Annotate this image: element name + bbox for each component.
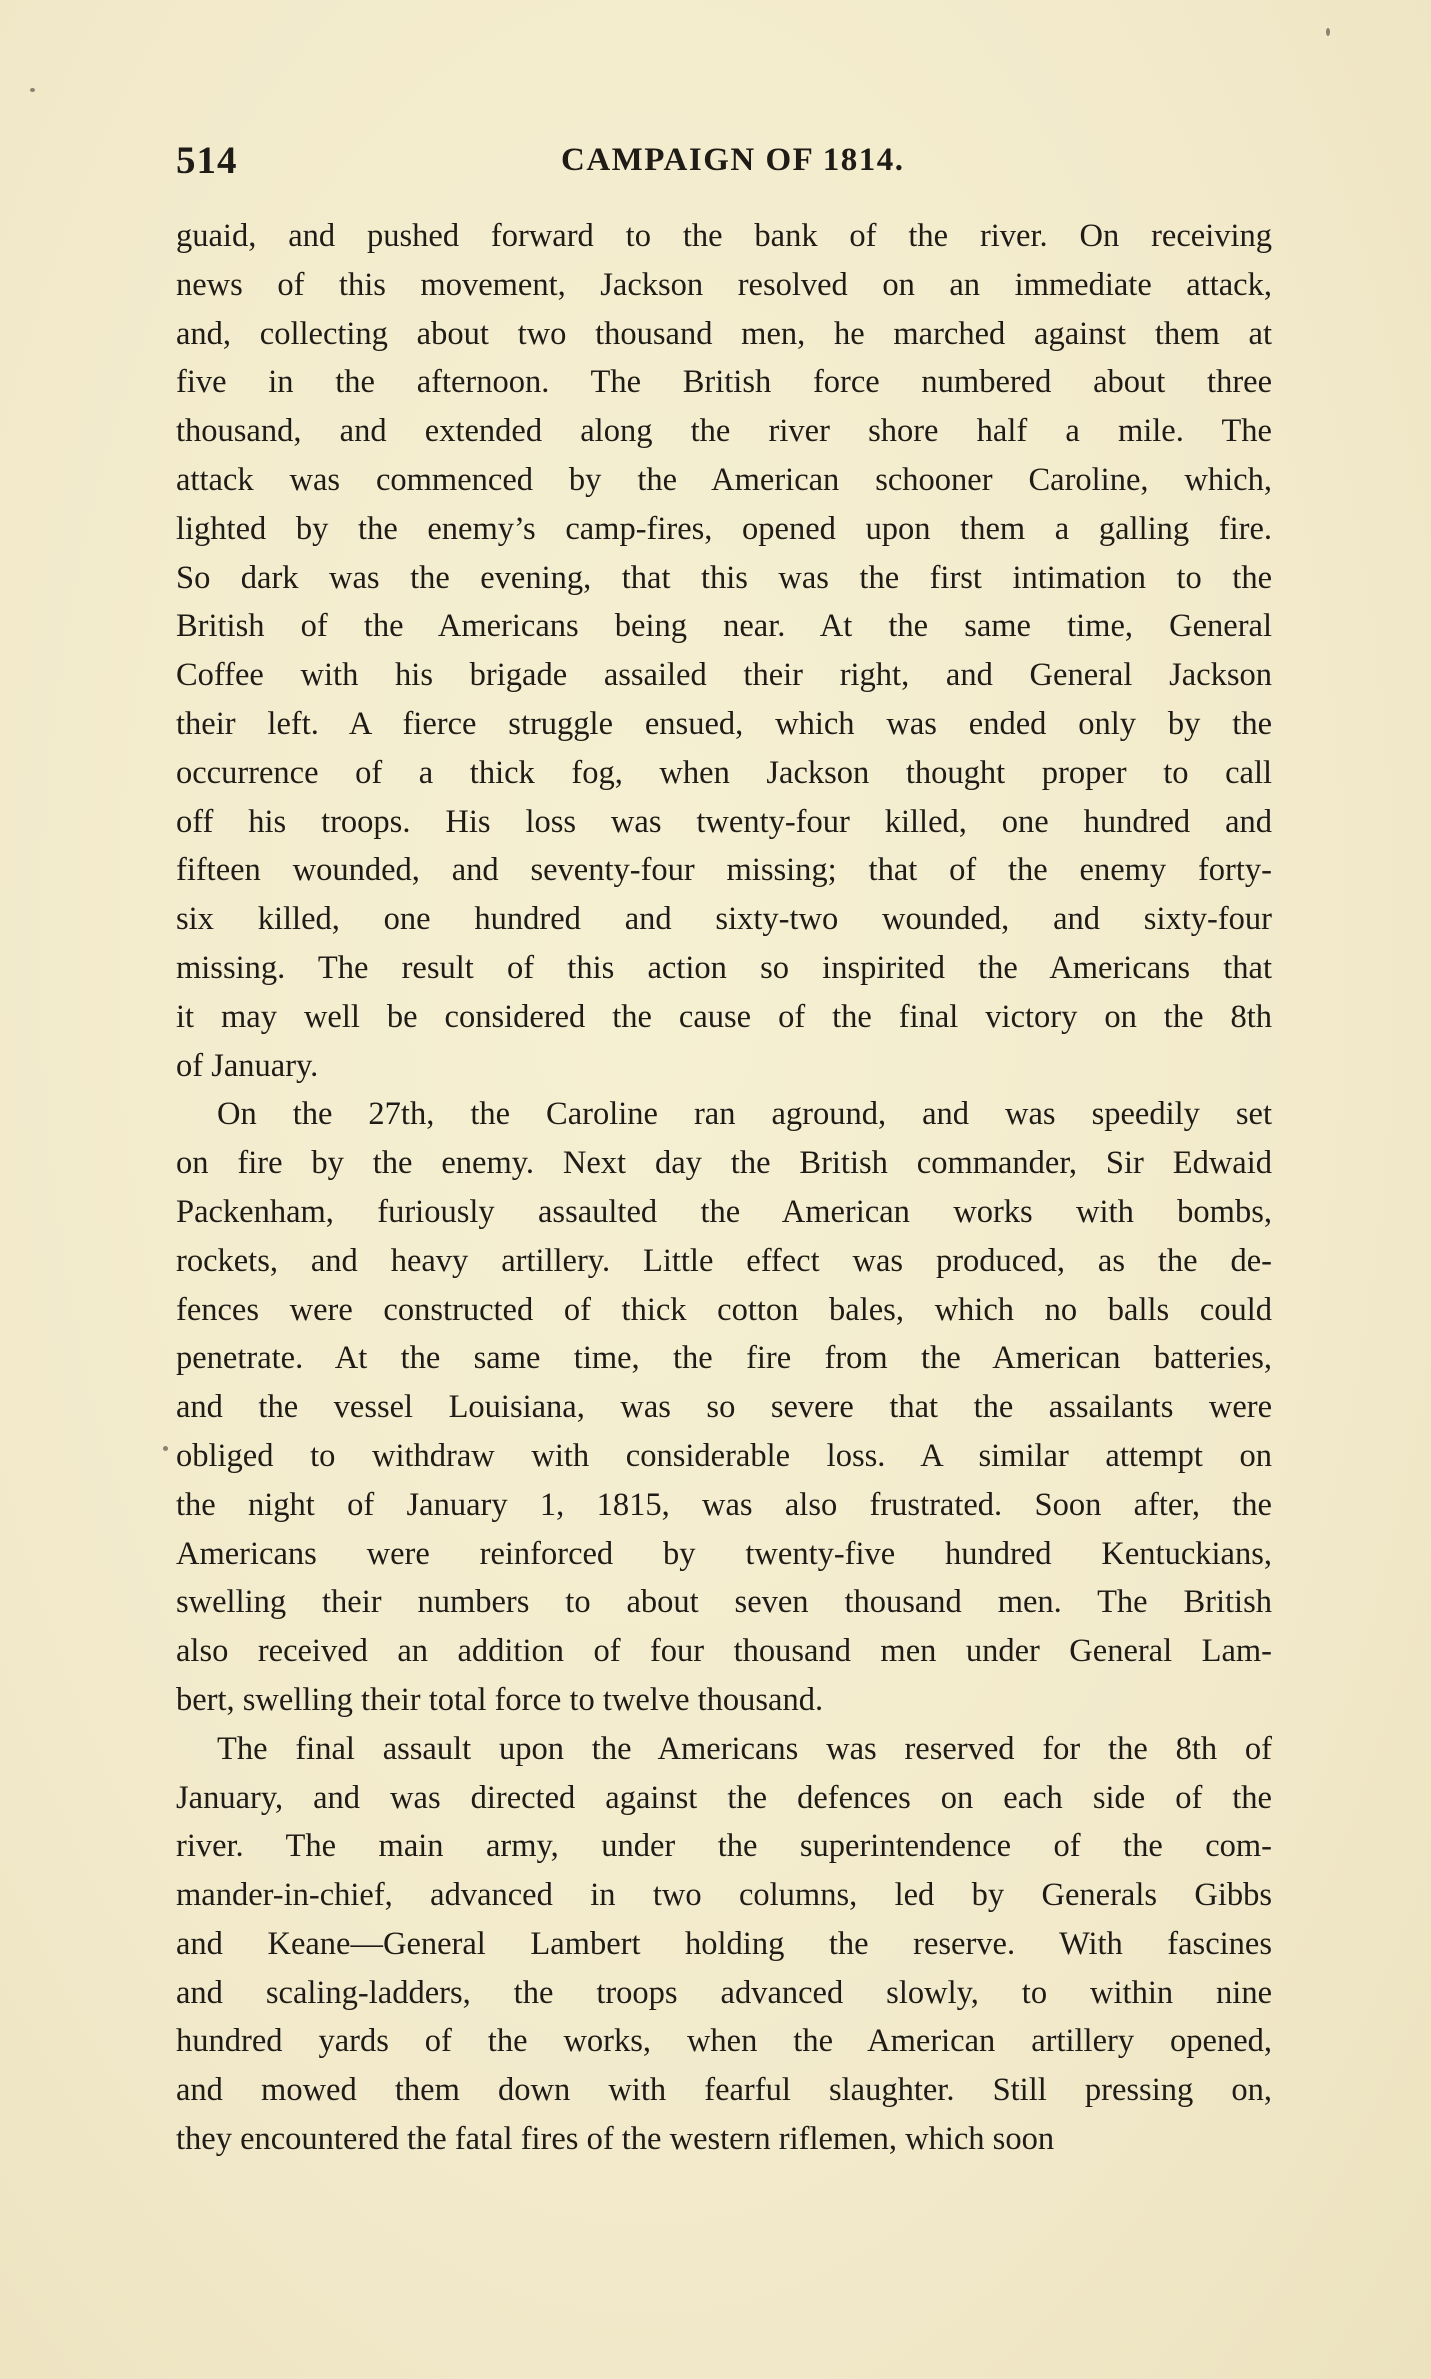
text-line: So dark was the evening, that this was the first intimation to the xyxy=(176,559,1272,596)
paragraph xyxy=(176,212,1272,1090)
text-line: also received an addition of four thousand men under General Lam- xyxy=(176,1633,1272,1670)
text-line: January, and was directed against the defences on each side of the xyxy=(176,1779,1272,1816)
text-line: lighted by the enemy’s camp-fires, opened upon them a galling fire. xyxy=(176,510,1272,547)
print-speck xyxy=(30,88,35,92)
paragraph xyxy=(176,1090,1272,1724)
text-line: obliged to withdraw with considerable loss. A similar attempt on xyxy=(176,1437,1272,1474)
text-line: British of the Americans being near. At the same time, General xyxy=(176,608,1272,645)
text-line: rockets, and heavy artillery. Little effect was produced, as the de- xyxy=(176,1242,1272,1279)
text-line: occurrence of a thick fog, when Jackson thought proper to call xyxy=(176,754,1272,791)
text-line: On the 27th, the Caroline ran aground, and was speedily set xyxy=(217,1096,1272,1133)
running-header xyxy=(176,138,1272,188)
text-line: thousand, and extended along the river shore half a mile. The xyxy=(176,413,1272,450)
paragraph xyxy=(176,1725,1272,2164)
print-speck xyxy=(1326,28,1330,36)
text-line: the night of January 1, 1815, was also frustrated. Soon after, the xyxy=(176,1486,1272,1523)
text-line: it may well be considered the cause of the final victory on the 8th xyxy=(176,998,1272,1035)
text-line: six killed, one hundred and sixty-two wounded, and sixty-four xyxy=(176,901,1272,938)
text-line: The final assault upon the Americans was reserved for the 8th of xyxy=(217,1730,1272,1767)
text-line: Americans were reinforced by twenty-five hundred Kentuckians, xyxy=(176,1535,1272,1572)
text-line: and mowed them down with fearful slaughter. Still pressing on, xyxy=(176,2072,1272,2109)
text-line: missing. The result of this action so inspirited the Americans that xyxy=(176,949,1272,986)
text-line: Coffee with his brigade assailed their right, and General Jackson xyxy=(176,657,1272,694)
text-line: attack was commenced by the American schooner Caroline, which, xyxy=(176,461,1272,498)
text-line: of January. xyxy=(176,1047,319,1084)
text-line: news of this movement, Jackson resolved on an immediate attack, xyxy=(176,266,1272,303)
text-line: bert, swelling their total force to twelve thousand. xyxy=(176,1681,824,1718)
page-number: 514 xyxy=(176,139,238,182)
text-line: and Keane—General Lambert holding the reserve. With fascines xyxy=(176,1925,1272,1962)
text-line: river. The main army, under the superintendence of the com- xyxy=(176,1828,1272,1865)
text-line: their left. A fierce struggle ensued, which was ended only by the xyxy=(176,705,1272,742)
text-line: off his troops. His loss was twenty-four killed, one hundred and xyxy=(176,803,1272,840)
body-text xyxy=(176,212,1272,2164)
text-line: fifteen wounded, and seventy-four missing; that of the enemy forty- xyxy=(176,852,1272,889)
text-line: swelling their numbers to about seven thousand men. The British xyxy=(176,1584,1272,1621)
text-line: penetrate. At the same time, the fire from the American batteries, xyxy=(176,1340,1272,1377)
text-line: fences were constructed of thick cotton bales, which no balls could xyxy=(176,1291,1272,1328)
print-speck xyxy=(163,1446,168,1451)
text-line: five in the afternoon. The British force numbered about three xyxy=(176,364,1272,401)
text-line: and scaling-ladders, the troops advanced slowly, to within nine xyxy=(176,1974,1272,2011)
running-title: CAMPAIGN OF 1814. xyxy=(561,142,905,178)
text-line: Packenham, furiously assaulted the American works with bombs, xyxy=(176,1193,1272,1230)
text-line: and the vessel Louisiana, was so severe that the assailants were xyxy=(176,1389,1272,1426)
text-line: guaid, and pushed forward to the bank of the river. On receiving xyxy=(176,218,1272,254)
text-line: and, collecting about two thousand men, he marched against them at xyxy=(176,315,1272,352)
text-line: they encountered the fatal fires of the western riflemen, which soon xyxy=(176,2121,1055,2158)
text-line: mander-in-chief, advanced in two columns, led by Generals Gibbs xyxy=(176,1877,1272,1914)
text-line: on fire by the enemy. Next day the British commander, Sir Edwaid xyxy=(176,1145,1272,1182)
text-line: hundred yards of the works, when the American artillery opened, xyxy=(176,2023,1272,2060)
